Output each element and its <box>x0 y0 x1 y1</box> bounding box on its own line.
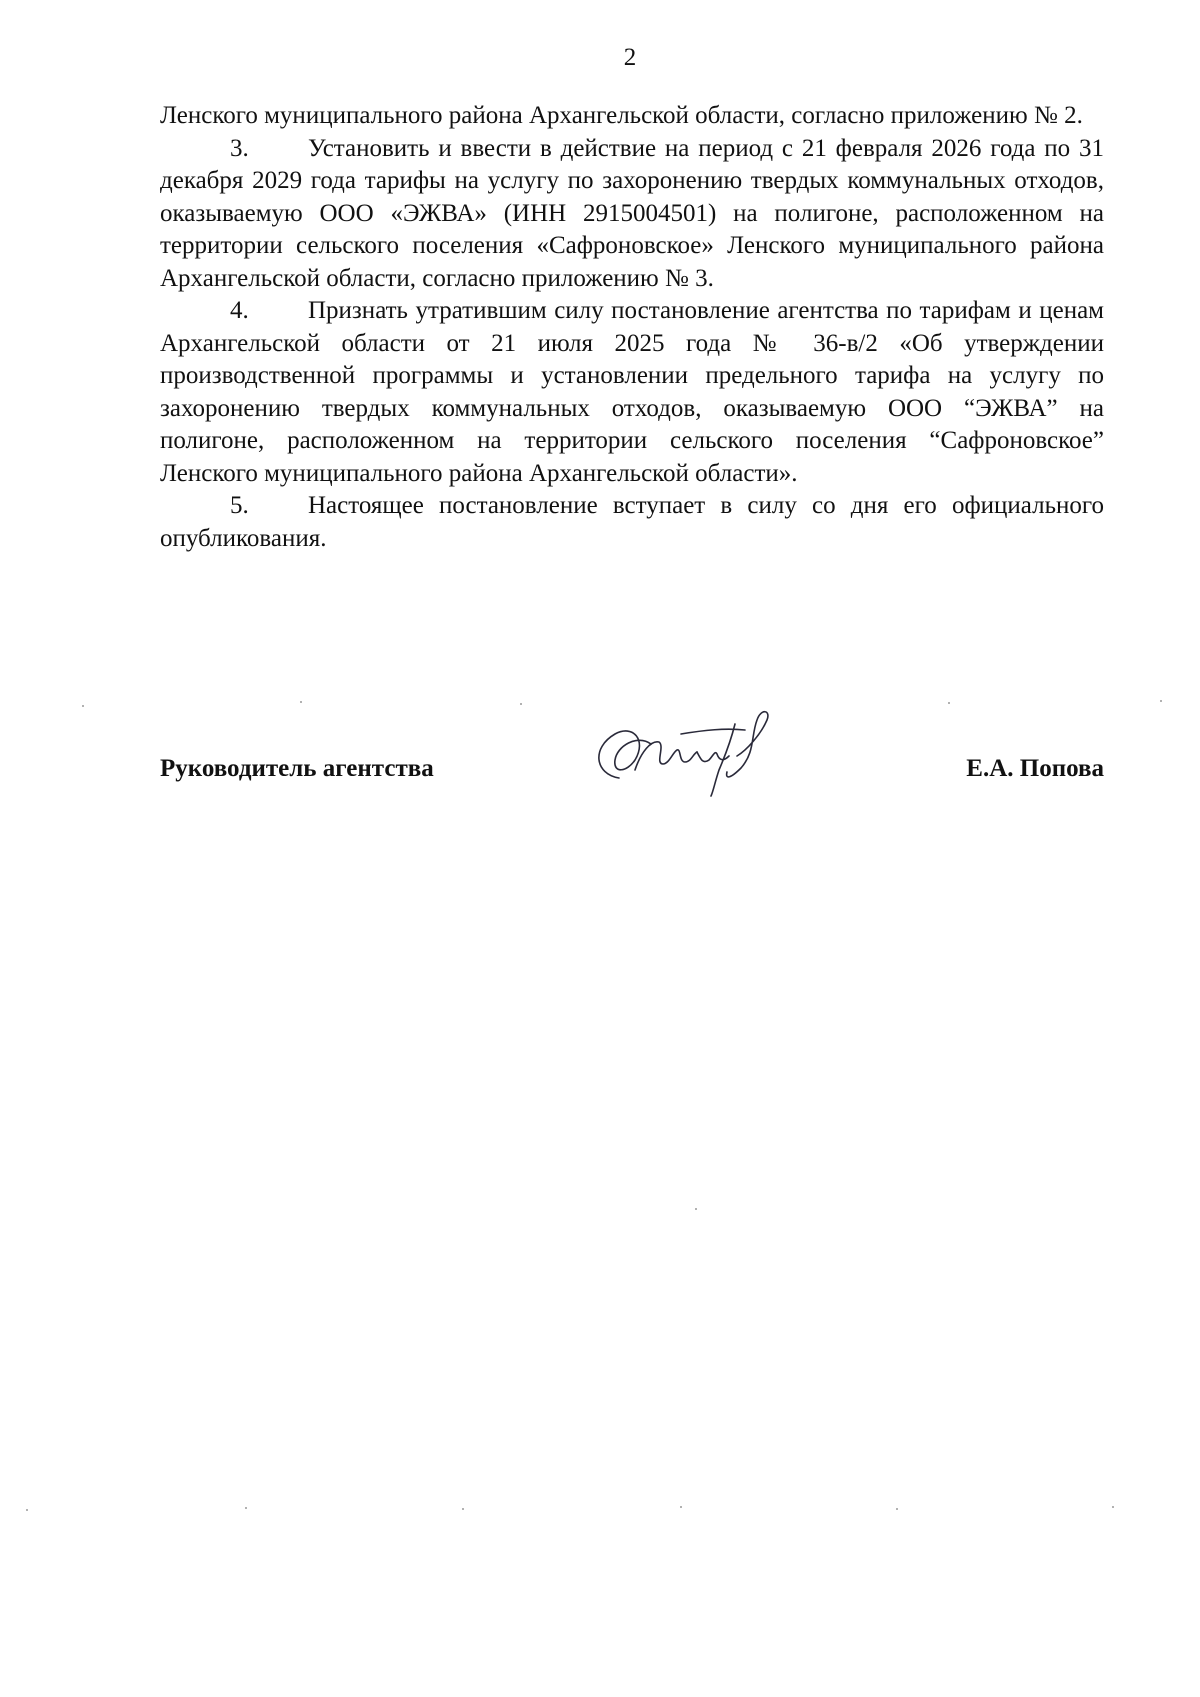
paragraph-text: Настоящее постановление вступает в силу со дня его официального опубликования. <box>160 492 1104 552</box>
paragraph-continuation <box>160 100 1104 133</box>
paragraph-number: 5. <box>230 492 249 519</box>
signatory-title: Руководитель агентства <box>160 755 434 782</box>
paragraph-3 <box>160 133 1104 296</box>
paragraph-text: Установить и ввести в действие на период с 21 февраля 2026 года по 31 декабря 2029 года тарифы на услугу по захоронению твердых коммунальных отходов, оказываемую ООО «ЭЖВА» (ИНН 2915004501) на полигоне, расположенном на территории сельского поселения «Сафроновское» Ленского муниципального района Архангельской области, согласно приложению № 3. <box>160 134 1104 292</box>
paragraph-4 <box>160 295 1104 490</box>
page-number: 2 <box>623 44 637 71</box>
signature-block <box>160 755 1104 795</box>
paragraph-text: Ленского муниципального района Архангельской области, согласно приложению № 2. <box>160 102 1083 129</box>
paragraph-number: 4. <box>230 297 249 324</box>
paragraph-number: 3. <box>230 134 249 162</box>
document-body <box>160 100 1104 555</box>
paragraph-5 <box>160 490 1104 555</box>
signatory-name: Е.А. Попова <box>966 755 1104 782</box>
paragraph-text: Признать утратившим силу постановление агентства по тарифам и ценам Архангельской области от 21 июля 2025 года № 36-в/2 «Об утверждении производственной программы и установлении предельного тарифа на услугу по захоронению твердых коммунальных отходов, оказываемую ООО “ЭЖВА” на полигоне, расположенном на территории сельского поселения “Сафроновское” Ленского муниципального района Архангельской области». <box>160 297 1104 487</box>
